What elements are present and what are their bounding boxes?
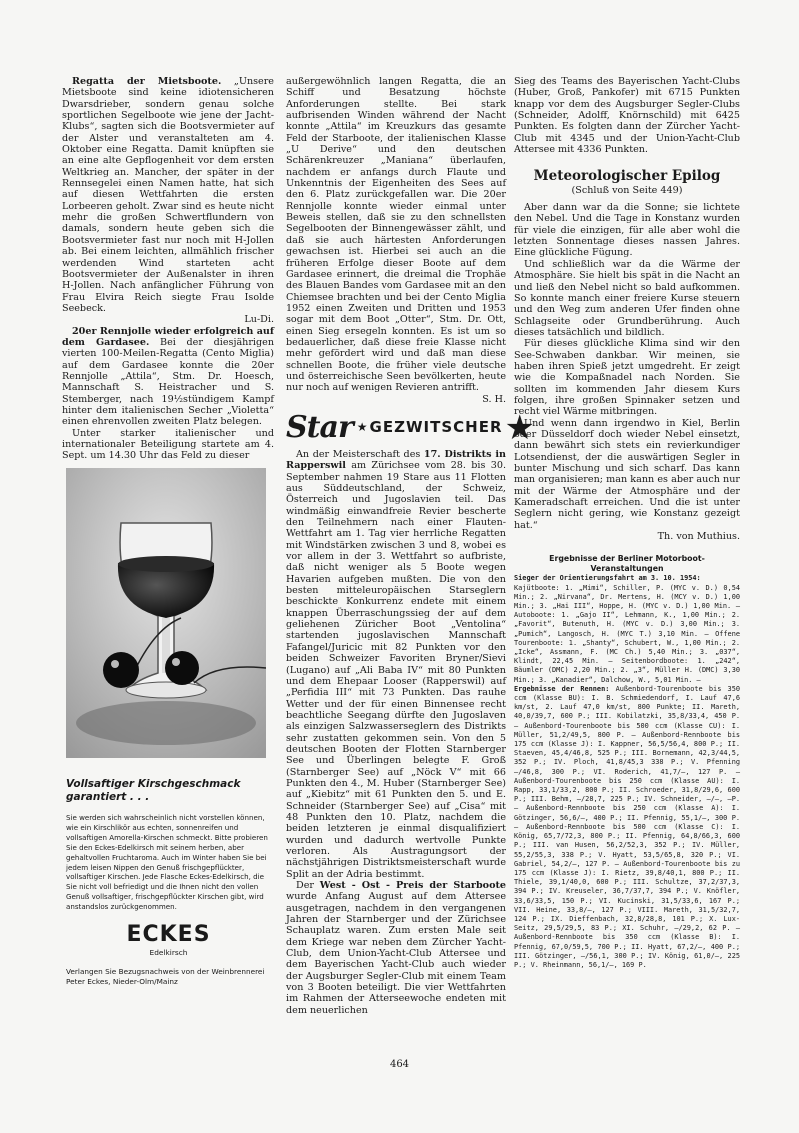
author-signature: S. H. — [482, 393, 506, 405]
article-subtitle: (Schluß von Seite 449) — [571, 184, 683, 196]
star-gezwitscher-banner — [286, 407, 535, 448]
article-text: Der — [296, 880, 320, 892]
article-text: wurde Anfang August auf dem Attersee ausgetragen, nachdem in den vergangenen Jahren der Starnberger und der Zürichsee Schauplatz waren. Zum ersten Male seit dem Kriege war neben dem Zürcher Yacht-Club, dem Union-Yacht-Club Attersee und dem Bayerischen Yacht-Club auch wieder der Augsburger Segler-Club mit einem Team von 3 Booten beteiligt. Die vier Wettfahrten im Rahmen der Atterseewoche endeten mit dem neuerlichen — [286, 891, 506, 1016]
column-middle — [286, 76, 535, 1016]
eckes-logo: ECKES — [126, 922, 211, 948]
column-left — [62, 76, 274, 462]
article-text: An der Meisterschaft des — [296, 448, 424, 460]
article-gardasee — [62, 326, 274, 428]
ad-headline: Vollsaftiger Kirschgeschmack garantiert . . . — [66, 778, 241, 803]
small-star-icon: ★ — [356, 420, 368, 435]
results-block — [514, 574, 740, 970]
article-text: am Zürichsee vom 28. bis 30. September nahmen 19 Stare aus 11 Flotten aus Süddeutschland, der Schweiz, Österreich und Jugoslavien teil. Das windmäßig einwandfreie Revier bescherte den Teilnehmern nach einer Flauten-Wettfahrt am 1. Tag vier herrliche Regatten mit Windstärken zwischen 3 und 8, wobei es vor allem in der 3. Wettfahrt so aufbriste, daß nicht weniger als 5 Boote wegen Havarien aufgeben mußten. Die von den besten mitteleuropäischen Starseglern beschickte Konkurrenz endete mit einem knappen Überraschungssieg der auf dem geliehenen Züricher Boot „Ventolina“ startenden jugoslavischen Mannschaft Fafangel/Juricic mit 82 Punkten vor den beiden Schweizer Favoriten Bryner/Sievi (Lugano) auf „Ali Baba IV“ mit 80 Punkten und dem Ehepaar Looser (Rapperswil) auf „Perfidia III“ mit 73 Punkten. Das rauhe Wetter und der für einen Binnensee recht beachtliche Seegang dürfte den Jugoslaven als einzigen Salzwasserseglern des Distrikts sehr zustatten gekommen sein. Von den 5 deutschen Booten der Flotten Starnberger See und Überlingen belegte F. Groß (Starnberger See) auf „Nöck V“ mit 66 Punkten den 4., M. Huber (Starnberger See) auf „Kiebitz“ mit 61 Punkten den 5. und E. Schneider (Starnberger See) auf „Cisa“ mit 48 Punkten den 10. Platz, nachdem die beiden letzteren je einmal disqualifiziert wurden und dadurch wertvolle Punkte verloren. Als Austragungsort der nächstjährigen Distriktsmeisterschaft wurde Split an der Adria bestimmt. — [286, 460, 506, 880]
results-title: Ergebnisse der Berliner Motorboot-Veranstaltungen — [549, 554, 705, 574]
article-heading: Regatta der Mietsboote. — [72, 76, 222, 87]
author-signature: Th. von Muthius. — [657, 531, 740, 543]
ad-footer: Verlangen Sie Bezugsnachweis von der Weinbrennerei Peter Eckes, Nieder-Olm/Mainz — [66, 967, 265, 987]
article-heading: West - Ost - Preis der Starboote — [319, 880, 507, 892]
article-text: Und wenn dann irgendwo in Kiel, Berlin oder Düsseldorf doch wieder Nebel einsetzt, dann bewährt sich stets ein revierkundiger Lotsendienst, der die auswärtigen Segler in bunter Mischung und sich scharf. Das kann man organisieren; man kann es aber auch nur mit der Wärme der Atmosphäre und der Kameradschaft erreichen. Und die ist unter Seglern nicht gering, wie Konstanz gezeigt hat.“ — [514, 417, 740, 531]
article-mietsboote — [62, 76, 274, 326]
eckes-logo-subtitle: Edelkirsch — [149, 948, 188, 958]
article-text: Sieg des Teams des Bayerischen Yacht-Clubs (Huber, Groß, Pankofer) mit 6715 Punkten knapp vor dem des Augsburger Segler-Clubs (Schneider, Adolff, Knörnschild) mit 6425 Punkten. Es folgten dann der Zürcher Yacht-Club mit 4345 und der Union-Yacht-Club Attersee mit 4336 Punkten. — [514, 76, 740, 156]
article-west-ost — [286, 880, 506, 1016]
page-number: 464 — [389, 1059, 410, 1070]
article-text: Für dieses glückliche Klima sind wir den See-Schwaben dankbar. Wir meinen, sie haben ihren Spieß jetzt umgedreht. Er zeigt wie die Kompaßnadel nach Norden. Sie sollten im kommenden Jahr diesem Kurs folgen, ihre großen Spinnaker setzen und recht viel Wärme mitbringen. — [514, 338, 740, 418]
results-subheading: Ergebnisse der Rennen: — [514, 684, 610, 693]
article-heading: 20er Rennjolle wieder erfolgreich auf dem Gardasee. — [62, 325, 275, 348]
article-heading: 17. Distrikts in Rapperswil — [286, 448, 506, 472]
eckes-advertisement — [66, 468, 271, 987]
results-text: Kajütboote: 1. „Mimi“, Schiller, P. (MYC v. D.) 0,54 Min.; 2. „Nirvana“, Dr. Mertens, H. (MCY v. D.) 1,00 Min.; 3. „Hai III“, Hoppe, H. (MYC v. D.) 1,00 Min. — Autoboote: 1. „Gajo II“, Lehmann, K., 1,00 Min.; 2. „Favorit“, Butenuth, H. (MYC v. D.) 3,00 Min.; 3. „Pumich“, Langosch, H. (MYC T.) 3,10 Min. — Offene Tourenboote: 1. „Shanty“, Schubert, W., 1,00 Min.; 2. „Icke“, Assmann, F. (MC Ch.) 5,40 Min.; 3. „037“, Klindt, 22,45 Min. — Seitenbordboote: 1. „242“, Bäumler (DMC) 2,20 Min.; 2. „3“, Müller H. (DMC) 3,30 Min.; 3. „Kanadier“, Dalchow, W., 5,01 Min. — — [514, 583, 740, 684]
star-logo-word: Star — [286, 410, 353, 446]
article-text: Und schließlich war da die Wärme der Atmosphäre. Sie hielt bis spät in die Nacht an und ließ den Nebel nicht so bald aufkommen. So konnte manch einer freiere Kurse steuern und den Weg zum anderen Ufer finden ohne Schlagseite oder Grundberührung. Auch dieses tatsächlich und bildlich. — [514, 258, 740, 338]
ad-body-text: Sie werden sich wahrscheinlich nicht vorstellen können, wie ein Kirschlikör aus echten, sonnenreifen und vollsaftigen Amorella-Kirschen schmeckt. Bitte probieren Sie den Eckes-Edelkirsch mit seinem herben, aber gehaltvollen Fruchtaroma. Auch im Winter haben Sie bei jedem leisen Nippen den Genuß frischgepflückter, vollsaftiger Kirschen. Jede Flasche Eckes-Edelkirsch, die Sie nicht voll befriedigt und die Ihnen nicht den vollen Genuß vollsaftiger, frischgepflückter Kirschen gibt, wird anstandslos zurückgenommen. — [66, 813, 268, 912]
column-right — [514, 76, 740, 970]
article-title: Meteorologischer Epilog — [533, 168, 721, 185]
results-subheading: Sieger der Orientierungsfahrt am 3. 10. 1954: — [514, 574, 701, 583]
author-signature: Lu-Di. — [244, 314, 274, 326]
large-star-icon: ★ — [504, 407, 535, 448]
article-text: außergewöhnlich langen Regatta, die an Schiff und Besatzung höchste Anforderungen stellte. Bei stark aufbrisenden Winden während der Nacht konnte „Attila“ im Kreuzkurs das gesamte Feld der Starboote, der italienischen Klasse „U Derive“ und den deutschen Schärenkreuzer „Maniana“ überlaufen, nachdem er anfangs durch Flaute und Unkenntnis der Eigenheiten des Sees auf den 6. Platz zurückgefallen war. Die 20er Rennjolle konnte wieder einmal unter Beweis stellen, daß sie zu den schnellsten Segelbooten der Binnengewässer zählt, und daß sie auch härtesten Anforderungen gewachsen ist. Hierbei sei auch an die früheren Erfolge dieser Boote auf dem Gardasee erinnert, die dreimal die Trophäe des Blauen Bandes vom Gardasee mit an den Chiemsee brachten und bei der Cento Miglia 1952 einen Zweiten und Dritten und 1953 sogar mit dem Boot „Otter“, Stm. Dr. Ott, einen Sieg ersegeln konnten. Es ist um so bedauerlicher, daß diese freie Klasse nicht mehr gefördert wird und daß man diese schnellen Boote, die früher viele deutsche und österreichische Seen bevölkerten, heute nur noch auf wenigen Revieren antrifft. — [286, 76, 506, 394]
article-text: Aber dann war da die Sonne; sie lichtete den Nebel. Und die Tage in Konstanz wurden für viele die einzigen, für alle aber wohl die letzten Sonnentage dieses nassen Jahres. Eine glückliche Fügung. — [514, 202, 740, 259]
article-text: „Unsere Mietsboote sind keine idiotensicheren Dwarsdrieber, sondern genau solche sportlichen Segelboote wie jene der Jacht-Klubs“, sagten sich die Bootsvermieter auf der Alster und veranstalteten am 4. Oktober eine Regatta. Damit knüpften sie an eine alte Gepflogenheit vor dem ersten Weltkrieg an. Mancher, der später in der Rennsegelei einen Namen hatte, hat sich auf diesen Wettfahrten die ersten Lorbeeren geholt. Zwar sind es heute nicht mehr die großen Schwertflundern von damals, sondern heute geben sich die Bootsvermieter fast nur noch mit H-Jollen ab. Bei einem leichten, allmählich frischer werdenden Wind starteten acht Bootsvermieter der Außenalster in ihren H-Jollen. Nach anfänglicher Führung von Frau Elvira Reich siegte Frau Isolde Seebeck. — [62, 76, 274, 314]
article-text: Unter starker italienischer und internationaler Beteiligung startete am 4. Sept. um 14.30 Uhr das Feld zu dieser — [62, 427, 274, 462]
gezwitscher-label: GEZWITSCHER — [369, 418, 503, 437]
article-distrikt — [286, 449, 506, 880]
wine-glass-cherries-photo — [66, 468, 266, 758]
results-text: Außenbord-Tourenboote bis 350 ccm (Klasse BU): I. B. Schmiedendorf, I. Lauf 47,6 km/st, 2. Lauf 47,0 km/st, 800 Punkte; II. Mareth, 40,0/39,7, 600 P.; III. Kobilatzki, 35,8/33,4, 450 P. — Außenbord-Tourenboote bis 500 ccm (Klasse CU): I. Müller, 51,2/49,5, 800 P. — Außenbord-Rennboote bis 175 ccm (Klasse J): I. Kappner, 56,5/56,4, 800 P.; II. Staeven, 45,4/46,8, 525 P.; III. Bornemann, 42,3/44,5, 352 P.; IV. Ploch, 41,8/45,3 338 P.; V. Pfenning —/46,8, 300 P.; VI. Roderich, 41,7/—, 127 P. — Außenbord-Tourenboote bis 250 ccm (Klasse AU): I. Rapp, 33,1/33,2, 800 P.; II. Schroeder, 31,8/29,6, 600 P.; III. Behm, —/28,7, 225 P.; IV. Schneider, —/—, —P. — Außenbord-Rennboote bis 250 ccm (Klasse A): I. Götzinger, 56,6/—, 400 P.; II. Pfennig, 55,1/—, 300 P. — Außenbord-Rennboote bis 500 ccm (Klasse C): I. König, 65,7/72,3, 800 P.; II. Pfennig, 64,8/66,3, 600 P.; III. van Husen, 56,2/52,3, 352 P.; IV. Müller, 55,2/55,3, 338 P.; V. Hyatt, 53,5/65,8, 320 P.; VI. Gabriel, 54,2/—, 127 P. — Außenbord-Tourenboote bis zu 175 ccm (Klasse J): I. Rietz, 39,8/40,1, 800 P.; II. Thiele, 39,1/40,0, 600 P.; III. Schultze, 37,2/37,3, 394 P.; IV. Kreuseler, 36,7/37,7, 394 P.; V. Knöfler, 33,6/33,5, 150 P.; VI. Kucinski, 31,5/33,6, 167 P.; VII. Heine, 33,8/—, 127 P.; VIII. Mareth, 31,5/32,7, 124 P.; IX. Dieffenbach, 32,8/28,8, 101 P.; X. Lux-Seitz, 29,5/29,5, 83 P.; XI. Schuhr, —/29,2, 62 P. — Außenbord-Rennboote bis 350 ccm (Klasse B): I. Pfennig, 67,0/59,5, 700 P.; II. Hyatt, 67,2/—, 400 P.; III. Götzinger, —/56,1, 300 P.; IV. König, 61,0/—, 225 P.; V. Rheinmann, 56,1/—, 169 P. — [514, 684, 740, 969]
article-text — [286, 76, 506, 405]
article-text: Bei der diesjährigen vierten 100-Meilen-Regatta (Cento Miglia) auf dem Gardasee konnte die 20er Rennjolle „Attila“, Stm. Dr. Hoesch, Mannschaft S. Heistracher und S. Stemberger, nach 19½stündigem Kampf hinter dem italienischen Secher „Violetta“ einen ehrenvollen zweiten Platz belegen. — [62, 336, 275, 428]
